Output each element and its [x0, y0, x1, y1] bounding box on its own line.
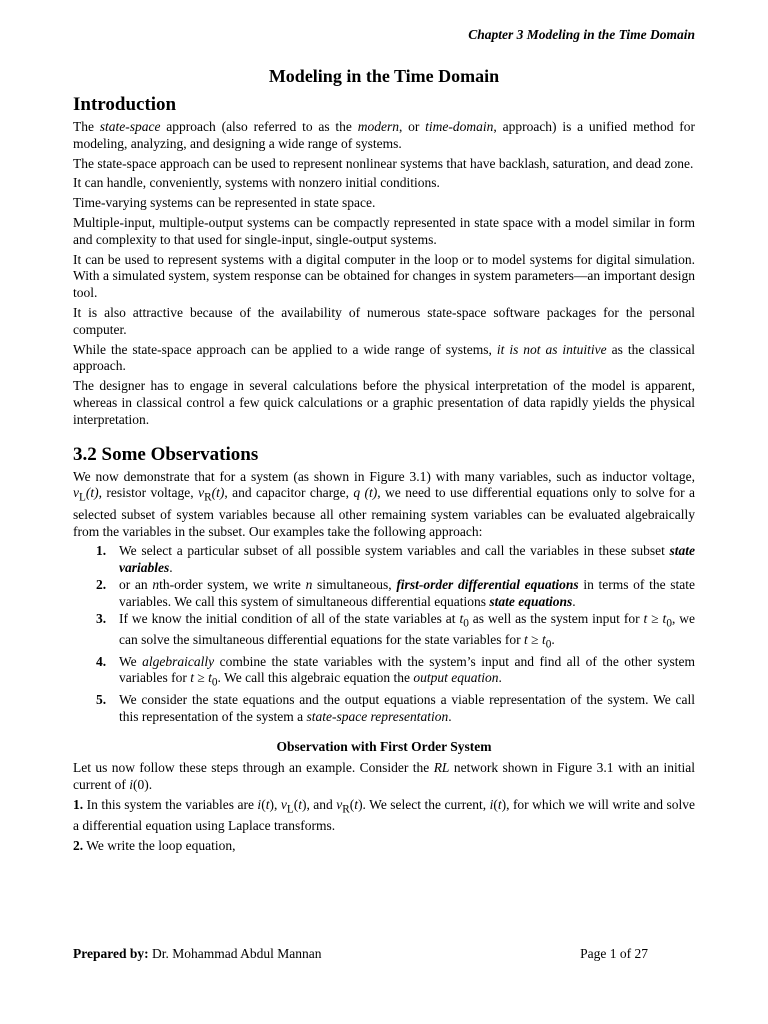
- intro-paragraph-9: The designer has to engage in several calculations before the physical interpretation of the model is apparent, whereas in classical control a few quick calculations or a graphic presentation of data rapidly yields the physical interpretation.: [73, 378, 695, 427]
- intro-heading: Introduction: [73, 94, 177, 115]
- list-item: 2. or an nth-order system, we write n simultaneous, first-order differential equations in terms of the state variables. We call this system of simultaneous differential equations state equations.: [96, 577, 695, 609]
- intro-paragraph-6: It can be used to represent systems with a digital computer in the loop or to model systems for digital simulation. With a simulated system, system response can be obtained for changes in system parameters—an important design tool.: [73, 251, 695, 301]
- running-header: Chapter 3 Modeling in the Time Domain: [468, 27, 695, 42]
- document-title: Modeling in the Time Domain: [268, 66, 500, 86]
- intro-paragraph-7: It is also attractive because of the availability of numerous state-space software packages for the personal computer.: [73, 304, 695, 337]
- page-content: [73, 66, 695, 858]
- approach-steps-list: [73, 543, 695, 725]
- intro-paragraph-8: While the state-space approach can be applied to a wide range of systems, it is not as intuitive as the classical approach.: [73, 341, 695, 374]
- example-paragraph-2: 1. In this system the variables are i(t), $v_L(t)$, and $v_R(t)$. We select the current, i(t), for which we will write and solve a differential equation using Laplace transforms.: [73, 796, 696, 834]
- example-paragraph-3: 2. We write the loop equation,: [73, 838, 236, 854]
- list-item: 5. We consider the state equations and the output equations a viable representation of the system. We call this representation of the system a state-space representation.: [96, 691, 695, 724]
- list-item: 3. If we know the initial condition of all of the state variables at $t_0$ as well as the system input for $t \ge t_0$, we can solve the simultaneous differential equations for the state variables for $t \ge t_0$.: [96, 610, 695, 651]
- intro-paragraph-4: Time-varying systems can be represented in state space.: [73, 195, 376, 211]
- footer-author: Prepared by: Dr. Mohammad Abdul Mannan: [73, 946, 322, 961]
- list-item: 4. We algebraically combine the state variables with the system’s input and find all of the other system variables for $t \ge t_0$. We call this algebraic equation the output equation.: [96, 653, 695, 690]
- page-footer: [73, 946, 648, 962]
- intro-paragraph-5: Multiple-input, multiple-output systems can be compactly represented in state space with a model similar in form and complexity to that used for single-input, single-output systems.: [73, 214, 695, 247]
- observations-intro: We now demonstrate that for a system (as shown in Figure 3.1) with many variables, such as inductor voltage, $v_L(t)$, resistor voltage, $v_R(t)$, and capacitor charge, q (t), we need to use differential equations only to solve for a selected subset of system variables because all other remaining system variables can be evaluated algebraically from the variables in the subset. Our examples take the following approach:: [73, 468, 695, 539]
- list-item: 1. We select a particular subset of all possible system variables and call the variables in these subset state variables.: [96, 543, 695, 576]
- observations-heading: 3.2 Some Observations: [73, 443, 259, 465]
- intro-paragraph-1: The state-space approach (also referred to as the modern, or time-domain, approach) is a unified method for modeling, analyzing, and designing a wide range of systems.: [73, 119, 695, 151]
- intro-paragraph-3: It can handle, conveniently, systems with nonzero initial conditions.: [73, 175, 440, 191]
- first-order-subheading: Observation with First Order System: [276, 739, 492, 755]
- intro-paragraph-2: The state-space approach can be used to represent nonlinear systems that have backlash, saturation, and dead zone.: [73, 155, 694, 171]
- footer-page-number: Page 1 of 27: [580, 946, 648, 961]
- example-paragraph-1: Let us now follow these steps through an example. Consider the RL network shown in Figure 3.1 with an initial current of i(0).: [73, 760, 695, 793]
